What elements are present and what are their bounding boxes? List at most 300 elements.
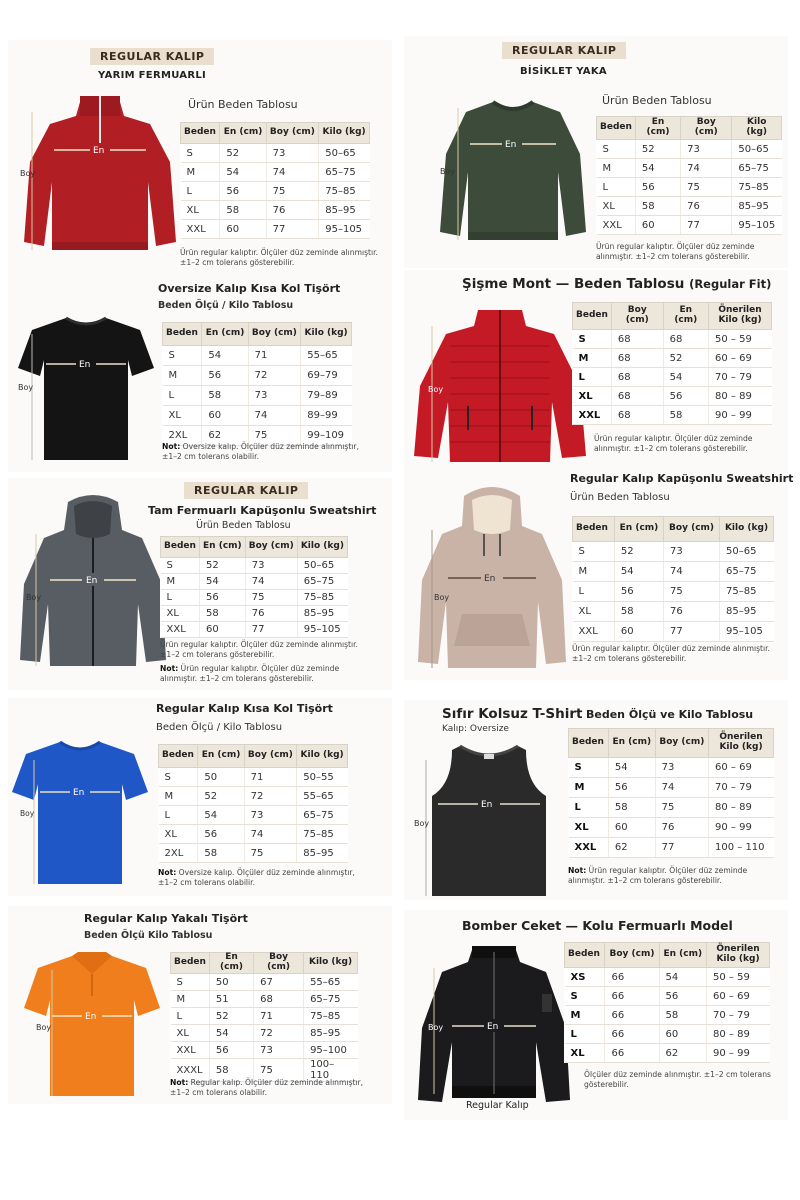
cell: 66 [605,968,659,987]
size-table [158,744,348,863]
col-header: En (cm) [614,517,663,542]
cell: 71 [254,1008,304,1025]
fit-footer: Regular Kalıp [466,1100,529,1111]
size-panel-hoodie [404,470,794,680]
cell: 58 [635,197,680,216]
table-row [163,346,352,366]
col-header: Beden [597,117,636,140]
col-header: Boy (cm) [611,303,663,330]
cell: 75–85 [304,1008,358,1025]
cell: XXXL [171,1059,210,1082]
size-table [160,536,348,638]
cell: 73 [266,144,319,163]
boy-label: Boy [18,383,34,392]
cell: L [573,368,612,387]
cell: 50 – 59 [707,968,770,987]
cell: 68 [611,349,663,368]
col-header: Beden [573,303,612,330]
table-row [573,542,774,562]
table-row [573,330,772,349]
cell: 60 [614,622,663,642]
col-header: Önerilen Kilo (kg) [709,729,774,758]
cell: 60 – 69 [707,987,770,1006]
cell: 75 [681,178,732,197]
boy-label: Boy [428,1023,444,1032]
table-row [159,768,348,787]
col-header: Beden [161,537,200,558]
cell: S [163,346,202,366]
col-header: Beden [569,729,609,758]
size-panel-crewneck [404,36,788,268]
size-panel-regular-tee [8,698,392,896]
cell: 90 – 99 [709,818,774,838]
en-label: En [73,788,85,798]
table-subtitle: Beden Ölçü / Kilo Tablosu [156,722,283,733]
cell: 73 [664,542,720,562]
cell: 73 [254,1042,304,1059]
cell: 100 – 110 [709,838,774,858]
fit-note: Ürün regular kalıptır. Ölçüler düz zeminde alınmıştır. ±1–2 cm tolerans gösterebilir. [572,644,770,663]
en-label: En [487,1022,499,1032]
cell: 60 [199,622,245,638]
cell: XL [171,1025,210,1042]
cell: 74 [681,159,732,178]
size-panel-puffer [404,270,788,470]
cell: 95–105 [732,216,782,235]
cell: 50–55 [297,768,348,787]
cell: M [565,1006,605,1025]
size-table [572,516,774,642]
en-label: En [79,360,91,370]
cell: 74 [248,406,301,426]
cell: XL [573,387,612,406]
cell: 60 [608,818,655,838]
cell: XXL [569,838,609,858]
half-zip-sweatshirt-image [20,92,180,262]
table-row [161,590,348,606]
cell: 58 [209,1059,253,1082]
cell: S [573,542,615,562]
col-header: Beden [181,123,220,144]
table-row [161,606,348,622]
cell: L [159,806,198,825]
cell: 77 [681,216,732,235]
cell: 50–65 [319,144,370,163]
cell: 60 [635,216,680,235]
table-row [159,806,348,825]
cell: M [569,778,609,798]
table-row [171,974,358,991]
cell: 67 [254,974,304,991]
col-header: Önerilen Kilo (kg) [709,303,772,330]
col-header: Beden [163,323,202,346]
cell: 75–85 [732,178,782,197]
cell: 58 [663,406,708,425]
note-label: Not: [568,866,587,875]
table-subtitle: Beden Ölçü / Kilo Tablosu [158,300,294,311]
cell: 52 [199,558,245,574]
fit-note: Ürün regular kalıptır. Ölçüler düz zeminde alınmıştır. ±1–2 cm tolerans gösterebilir. [160,640,358,659]
cell: 66 [605,987,659,1006]
cell: 56 [198,825,244,844]
note-label: Not: [170,1078,189,1087]
cell: 52 [663,349,708,368]
fit-badge: REGULAR KALIP [184,482,308,499]
product-caption: BİSİKLET YAKA [520,66,607,77]
cell: 54 [209,1025,253,1042]
cell: 75–85 [319,182,370,201]
cell: 56 [608,778,655,798]
size-table [572,302,772,425]
cell: 77 [245,622,297,638]
table-row [569,758,774,778]
cell: 60 [220,220,266,239]
cell: L [161,590,200,606]
col-header: En (cm) [635,117,680,140]
fit-note: Ürün regular kalıptır. Ölçüler düz zeminde alınmıştır. ±1–2 cm tolerans gösterebilir. [594,434,753,453]
table-row [161,574,348,590]
cell: 70 – 79 [709,368,772,387]
cell: 68 [611,387,663,406]
table-row [573,602,774,622]
table-row [573,562,774,582]
table-row [159,844,348,863]
cell: 58 [659,1006,706,1025]
fit-note-secondary [160,664,360,684]
boy-label: Boy [414,819,430,828]
cell: 56 [659,987,706,1006]
col-header: Kilo (kg) [732,117,782,140]
col-header: En (cm) [608,729,655,758]
en-label: En [93,146,105,156]
fit-badge: REGULAR KALIP [502,42,626,59]
cell: 62 [659,1044,706,1063]
cell: XL [159,825,198,844]
size-panel-oversize-tee [8,280,392,472]
table-row [573,582,774,602]
cell: 54 [202,346,248,366]
boy-label: Boy [20,169,36,178]
cell: 56 [209,1042,253,1059]
table-row [573,349,772,368]
table-row [171,1008,358,1025]
cell: 56 [614,582,663,602]
cell: 58 [198,844,244,863]
table-row [573,406,772,425]
cell: 69–79 [301,366,352,386]
cell: 66 [605,1044,659,1063]
table-row [597,216,782,235]
cell: 75 [664,582,720,602]
table-subtitle: Ürün Beden Tablosu [570,492,670,503]
note-label: Not: [158,868,177,877]
cell: 75–85 [297,590,347,606]
col-header: En (cm) [659,943,706,968]
table-subtitle: Beden Ölçü Kilo Tablosu [84,930,213,941]
fit-badge: REGULAR KALIP [90,48,214,65]
fit-note: Ürün regular kalıptır. Ölçüler düz zeminde alınmıştır. ±1–2 cm tolerans gösterebilir. [180,248,378,267]
note-label: Not: [160,664,179,673]
cell: 85–95 [720,602,774,622]
cell: 52 [198,787,244,806]
col-header: Beden [159,745,198,768]
boy-label: Boy [36,1023,52,1032]
col-header: Boy (cm) [248,323,301,346]
cell: 52 [614,542,663,562]
cell: S [171,974,210,991]
cell: 85–95 [297,844,348,863]
product-caption: YARIM FERMUARLI [98,70,207,81]
product-title [462,276,771,292]
cell: XXL [171,1042,210,1059]
cell: 68 [611,406,663,425]
cell: 54 [608,758,655,778]
boy-label: Boy [26,593,42,602]
table-row [597,159,782,178]
cell: 72 [254,1025,304,1042]
cell: 56 [663,387,708,406]
cell: 50–65 [720,542,774,562]
en-label: En [481,800,493,810]
cell: XL [597,197,636,216]
table-row [569,818,774,838]
table-row [597,140,782,159]
table-row [171,1025,358,1042]
cell: 79–89 [301,386,352,406]
fit-note [162,442,362,462]
note-text: Oversize kalıp. Ölçüler düz zeminde alınmıştır, ±1–2 cm tolerans olabilir. [162,442,359,461]
cell: 99–109 [301,426,352,446]
cell: XL [161,606,200,622]
cell: M [161,574,200,590]
col-header: Kilo (kg) [301,323,352,346]
col-header: Beden [573,517,615,542]
cell: 52 [209,1008,253,1025]
table-row [565,1006,770,1025]
note-text: Ürün regular kalıptır. Ölçüler düz zeminde alınmıştır. ±1–2 cm tolerans gösterebilir. [160,664,340,683]
table-row [565,987,770,1006]
oversize-tshirt-image [16,314,156,464]
note-label: Not: [162,442,181,451]
cell: 58 [202,386,248,406]
cell: 72 [244,787,297,806]
cell: 76 [655,818,708,838]
cell: 60 – 69 [709,349,772,368]
cell: M [573,562,615,582]
col-header: En (cm) [220,123,266,144]
table-row [181,201,370,220]
cell: 65–75 [319,163,370,182]
cell: XXL [597,216,636,235]
size-panel-sleeveless [404,700,788,900]
fit-subtitle: Kalıp: Oversize [442,724,509,734]
product-title: Regular Kalıp Yakalı Tişört [84,912,248,925]
size-table [564,942,770,1063]
cell: 72 [248,366,301,386]
product-title: Regular Kalıp Kapüşonlu Sweatshirt [570,472,794,485]
cell: 90 – 99 [709,406,772,425]
en-label: En [505,140,517,150]
cell: 80 – 89 [709,798,774,818]
size-panel-bomber [404,910,788,1120]
cell: 73 [248,386,301,406]
cell: XXL [573,622,615,642]
cell: S [565,987,605,1006]
cell: 76 [681,197,732,216]
cell: 80 – 89 [707,1025,770,1044]
col-header: Boy (cm) [245,537,297,558]
cell: 73 [245,558,297,574]
cell: 71 [244,768,297,787]
col-header: Boy (cm) [266,123,319,144]
title-suffix: (Regular Fit) [689,277,772,291]
cell: 74 [245,574,297,590]
cell: 74 [266,163,319,182]
puffer-jacket-image [410,306,590,466]
cell: 65–75 [304,991,358,1008]
cell: 54 [198,806,244,825]
fit-note: Ölçüler düz zeminde alınmıştır. ±1–2 cm tolerans gösterebilir. [584,1070,771,1089]
cell: 95–105 [319,220,370,239]
cell: XL [569,818,609,838]
cell: 68 [611,330,663,349]
note-text: Oversize kalıp. Ölçüler düz zeminde alınmıştır, ±1–2 cm tolerans olabilir. [158,868,355,887]
cell: XL [565,1044,605,1063]
fit-note: Ürün regular kalıptır. Ölçüler düz zeminde alınmıştır. ±1–2 cm tolerans gösterebilir. [596,242,755,261]
cell: XXL [573,406,612,425]
table-row [569,778,774,798]
cell: 75 [655,798,708,818]
cell: 65–75 [297,806,348,825]
col-header: Boy (cm) [605,943,659,968]
table-row [597,197,782,216]
cell: 60 [202,406,248,426]
cell: 56 [635,178,680,197]
cell: M [597,159,636,178]
table-row [565,1044,770,1063]
col-header: Boy (cm) [681,117,732,140]
note-text: Ürün regular kalıptır. Ölçüler düz zeminde alınmıştır. ±1–2 cm tolerans gösterebilir. [568,866,748,885]
cell: 76 [266,201,319,220]
cell: 66 [605,1006,659,1025]
cell: 54 [635,159,680,178]
cell: 54 [220,163,266,182]
boy-label: Boy [428,385,444,394]
cell: 2XL [163,426,202,446]
boy-label: Boy [434,593,450,602]
cell: 62 [608,838,655,858]
en-label: En [86,576,98,586]
fit-note [568,866,782,886]
table-row [181,144,370,163]
cell: 65–75 [732,159,782,178]
cell: S [569,758,609,778]
cell: 58 [608,798,655,818]
table-row [161,622,348,638]
col-header: En (cm) [209,953,253,974]
cell: M [163,366,202,386]
cell: 2XL [159,844,198,863]
crewneck-sweatshirt-image [438,92,588,252]
cell: 75 [245,590,297,606]
col-header: Önerilen Kilo (kg) [707,943,770,968]
product-title: Oversize Kalıp Kısa Kol Tişört [158,282,341,295]
cell: 77 [266,220,319,239]
col-header: Beden [171,953,210,974]
table-row [565,968,770,987]
cell: L [181,182,220,201]
cell: 58 [199,606,245,622]
cell: 54 [659,968,706,987]
col-header: Kilo (kg) [297,745,348,768]
cell: 68 [663,330,708,349]
cell: 50 [209,974,253,991]
cell: 68 [254,991,304,1008]
zip-hoodie-image [18,494,168,674]
cell: 90 – 99 [707,1044,770,1063]
en-label: En [484,574,496,584]
cell: S [181,144,220,163]
cell: 73 [681,140,732,159]
col-header: Boy (cm) [664,517,720,542]
fit-note [170,1078,370,1098]
bomber-jacket-image [414,944,574,1114]
size-table [568,728,774,858]
title-text: Şişme Mont — Beden Tablosu [462,276,685,292]
sleeveless-tshirt-image [414,740,564,900]
size-table [596,116,782,235]
cell: 76 [664,602,720,622]
col-header: Kilo (kg) [319,123,370,144]
cell: 55–65 [301,346,352,366]
cell: L [569,798,609,818]
cell: M [159,787,198,806]
cell: 71 [248,346,301,366]
cell: XXL [161,622,200,638]
cell: 56 [199,590,245,606]
cell: 60 – 69 [709,758,774,778]
table-row [573,622,774,642]
cell: 56 [220,182,266,201]
cell: 74 [664,562,720,582]
cell: 66 [605,1025,659,1044]
cell: 50 – 59 [709,330,772,349]
cell: 62 [202,426,248,446]
cell: 76 [245,606,297,622]
cell: L [171,1008,210,1025]
cell: 54 [199,574,245,590]
cell: 74 [655,778,708,798]
table-row [163,406,352,426]
regular-tshirt-image [10,738,150,888]
col-header: Kilo (kg) [297,537,347,558]
cell: 52 [635,140,680,159]
cell: 70 – 79 [707,1006,770,1025]
cell: 74 [244,825,297,844]
size-table [170,952,358,1082]
cell: L [565,1025,605,1044]
product-title: Bomber Ceket — Kolu Fermuarlı Model [462,918,733,933]
table-row [163,386,352,406]
size-panel-half-zip [8,40,392,280]
cell: 70 – 79 [709,778,774,798]
cell: 58 [614,602,663,622]
table-row [171,991,358,1008]
table-title: Beden Ölçü ve Kilo Tablosu [586,708,754,721]
table-row [569,798,774,818]
cell: L [597,178,636,197]
table-row [163,366,352,386]
